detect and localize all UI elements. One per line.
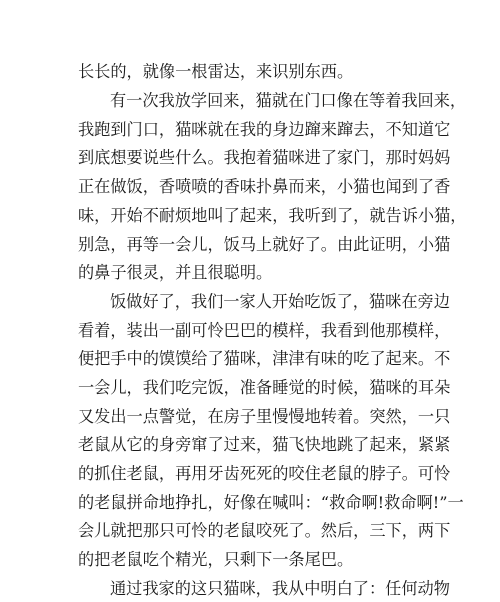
text-line: 有一次我放学回来，猫就在门口像在等着我回来， <box>110 91 467 110</box>
text-line: 的鼻子很灵，并且很聪明。 <box>78 263 273 282</box>
text-line: 的把老鼠吃个精光，只剩下一条尾巴。 <box>78 550 354 569</box>
text-line: 饭做好了，我们一家人开始吃饭了，猫咪在旁边 <box>110 292 450 311</box>
text-line: 的老鼠拼命地挣扎，好像在喊叫：“救命啊!救命啊!”一 <box>78 493 464 512</box>
text-line: 看着，装出一副可怜巴巴的模样，我看到他那模样， <box>78 321 451 340</box>
text-line: 会儿就把那只可怜的老鼠咬死了。然后，三下，两下 <box>78 521 451 540</box>
text-line: 通过我家的这只猫咪，我从中明白了：任何动物 <box>110 579 450 598</box>
text-line: 味，开始不耐烦地叫了起来，我听到了，就告诉小猫， <box>78 206 467 225</box>
text-line: 长长的，就像一根雷达，来识别东西。 <box>78 62 354 81</box>
text-line: 便把手中的馍馍给了猫咪，津津有味的吃了起来。不 <box>78 349 451 368</box>
text-line: 老鼠从它的身旁窜了过来，猫飞快地跳了起来，紧紧 <box>78 435 451 454</box>
text-line: 一会儿，我们吃完饭，准备睡觉的时候，猫咪的耳朵 <box>78 378 451 397</box>
text-line: 我跑到门口，猫咪就在我的身边蹿来蹿去，不知道它 <box>78 120 451 139</box>
text-line: 正在做饭，香喷喷的香味扑鼻而来，小猫也闻到了香 <box>78 177 451 196</box>
text-line: 又发出一点警觉，在房子里慢慢地转着。突然，一只 <box>78 407 451 426</box>
text-line: 到底想要说些什么。我抱着猫咪进了家门，那时妈妈 <box>78 148 451 167</box>
text-line: 的抓住老鼠，再用牙齿死死的咬住老鼠的脖子。可怜 <box>78 464 451 483</box>
text-line: 别急，再等一会儿，饭马上就好了。由此证明，小猫 <box>78 235 451 254</box>
